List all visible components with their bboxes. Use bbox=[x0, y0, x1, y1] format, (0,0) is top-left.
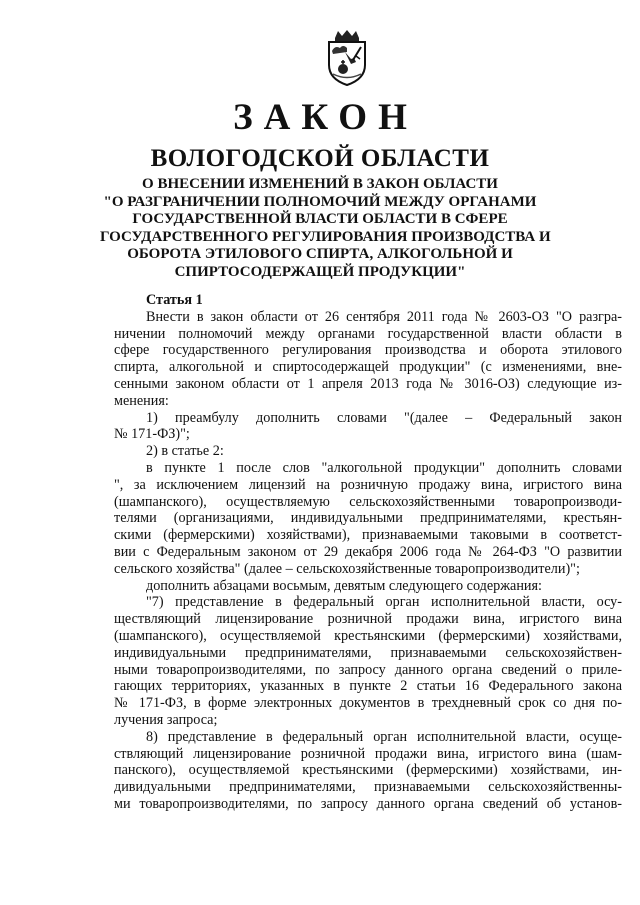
text-line: лучения запроса; bbox=[114, 711, 218, 728]
text-line: ничении полномочий между органами государственной власти области в bbox=[114, 325, 622, 342]
text-line: панского), осуществляемой крестьянскими (фермерскими) хозяйствами, ин- bbox=[114, 762, 622, 779]
text-line: вии с Федеральным законом от 29 декабря 2006 года № 264-ФЗ "О развитии bbox=[114, 543, 622, 560]
subtitle-line: ГОСУДАРСТВЕННОЙ ВЛАСТИ ОБЛАСТИ В СФЕРЕ bbox=[132, 211, 508, 227]
text-line: телями (организациями, индивидуальными предпринимателями, крестьян- bbox=[114, 510, 622, 527]
text-line: спирта, алкогольной и спиртосодержащей продукции" (с изменениями, вне- bbox=[114, 359, 622, 376]
subtitle-line: ОБОРОТА ЭТИЛОВОГО СПИРТА, АЛКОГОЛЬНОЙ И bbox=[127, 246, 513, 262]
text-line: "7) представление в федеральный орган исполнительной власти, осу- bbox=[146, 594, 622, 611]
subtitle-line: ГОСУДАРСТВЕННОГО РЕГУЛИРОВАНИЯ ПРОИЗВОДСТВА И bbox=[100, 228, 551, 245]
subtitle-line: СПИРТОСОДЕРЖАЩЕЙ ПРОДУКЦИИ" bbox=[174, 263, 466, 280]
article-body bbox=[114, 292, 622, 813]
text-line: сенными законом области от 1 апреля 2013 года № 3016-ОЗ) следующие из- bbox=[114, 375, 622, 392]
text-line: (шампанского), осуществляемую сельскохозяйственными товаропроизводи- bbox=[114, 493, 622, 510]
text-line: дивидуальными предпринимателями, признаваемыми сельскохозяйственны- bbox=[114, 779, 622, 796]
coat-of-arms-icon bbox=[321, 29, 373, 87]
text-line: 8) представление в федеральный орган исполнительной власти, осуще- bbox=[146, 728, 622, 745]
text-line: ществляющий лицензирование розничной продажи вина, игристого вина bbox=[114, 611, 622, 628]
text-line: менения: bbox=[114, 392, 169, 409]
text-line: индивидуальными предпринимателями, признаваемыми сельскохозяйствен- bbox=[114, 644, 622, 661]
text-line: скими (фермерскими) хозяйствами), признаваемыми таковыми в соответст- bbox=[114, 527, 622, 544]
article-heading: Статья 1 bbox=[146, 292, 203, 308]
text-line: сфере государственного регулирования производства и оборота этилового bbox=[114, 342, 622, 359]
text-line: ными товаропроизводителями, по запросу данного органа сведений о приле- bbox=[114, 661, 622, 678]
text-line: (шампанского), осуществляемой крестьянскими (фермерскими) хозяйствами, bbox=[114, 627, 622, 644]
text-line: сельского хозяйства" (далее – сельскохозяйственные товаропроизводители)"; bbox=[114, 560, 580, 577]
text-line: дополнить абзацами восьмым, девятым следующего содержания: bbox=[146, 577, 542, 594]
text-line: ствляющий лицензирование розничной продажи вина, игристого вина (шам- bbox=[114, 745, 622, 762]
text-line: гающих территориях, указанных в пункте 2 статьи 16 Федерального закона bbox=[114, 678, 622, 695]
text-line: № 171-ФЗ)"; bbox=[114, 426, 190, 443]
text-line: Внести в закон области от 26 сентября 2011 года № 2603-ОЗ "О разгра- bbox=[146, 308, 622, 325]
text-line: 1) преамбулу дополнить словами "(далее – Федеральный закон bbox=[146, 409, 622, 426]
law-subtitle bbox=[100, 176, 551, 281]
subtitle-line: "О РАЗГРАНИЧЕНИИ ПОЛНОМОЧИЙ МЕЖДУ ОРГАНАМИ bbox=[103, 193, 537, 210]
region-title: ВОЛОГОДСКОЙ ОБЛАСТИ bbox=[150, 145, 490, 172]
text-line: в пункте 1 после слов "алкогольной продукции" дополнить словами bbox=[146, 459, 622, 476]
text-line: ми товаропроизводителями, по запросу данного органа сведений об установ- bbox=[114, 795, 622, 812]
text-line: № 171-ФЗ, в форме электронных документов в трехдневный срок со дня по- bbox=[114, 695, 622, 712]
subtitle-line: О ВНЕСЕНИИ ИЗМЕНЕНИЙ В ЗАКОН ОБЛАСТИ bbox=[142, 176, 498, 192]
text-line: ", за исключением лицензий на розничную продажу вина, игристого вина bbox=[114, 476, 622, 493]
text-line: 2) в статье 2: bbox=[146, 443, 224, 460]
document-title: ЗАКОН bbox=[233, 97, 418, 138]
